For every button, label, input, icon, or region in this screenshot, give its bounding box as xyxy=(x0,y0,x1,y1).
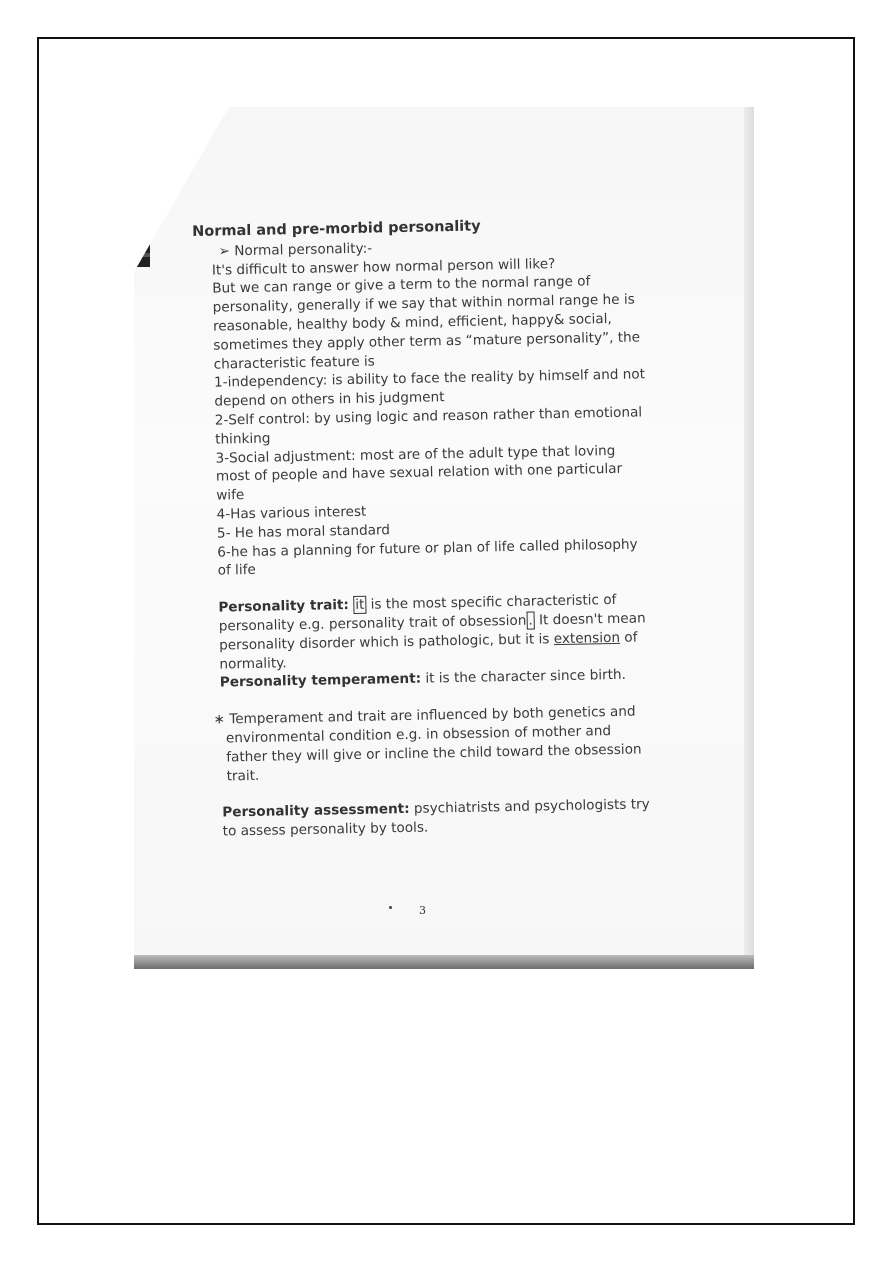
arrow-bullet-icon: ➢ xyxy=(218,242,235,260)
list-item: 4-Has various interest xyxy=(216,503,367,523)
assessment-label: Personality assessment: xyxy=(222,801,410,821)
underlined-word: extension xyxy=(553,629,621,647)
scan-speck xyxy=(389,906,392,909)
subheading: ➢ Normal personality:- xyxy=(218,240,373,260)
boxed-mark: . xyxy=(526,611,535,629)
page-number: 3 xyxy=(419,904,426,917)
trait-label: Personality trait: xyxy=(218,597,350,616)
temperament-paragraph: Personality temperament: it is the character since birth. xyxy=(219,667,627,691)
scan-right-edge xyxy=(744,107,754,969)
asterisk-bullet-icon: ∗ xyxy=(213,711,226,728)
trait-paragraph: Personality trait: it is the most specific characteristic of personality e.g. personality trait of obsession . It doesn't mean personality disorder which is pathologic, but it is extension of normality. xyxy=(218,592,646,673)
assessment-paragraph: Personality assessment: psychiatrists and psychologists try to assess personality by tools. xyxy=(222,796,650,840)
intro-line-1: It's difficult to answer how normal person will like? xyxy=(211,255,556,279)
page-text xyxy=(192,214,654,841)
list-item: 1-independency: is ability to face the reality by himself and not depend on others in his judgment xyxy=(213,366,646,410)
document-title: Normal and pre-morbid personality xyxy=(192,218,481,240)
scan-bottom-shadow xyxy=(134,955,754,969)
list-item: 5- He has moral standard xyxy=(216,522,391,542)
note-paragraph: ∗ Temperament and trait are influenced by both genetics and environmental condition e.g. in obsession of mother and father they will give or incline the child toward the obsession trait. xyxy=(213,703,642,784)
scanned-page xyxy=(134,107,754,969)
boxed-word: it xyxy=(353,596,366,614)
list-item: 2-Self control: by using logic and reason rather than emotional thinking xyxy=(214,404,643,448)
temperament-label: Personality temperament: xyxy=(219,671,422,691)
list-item: 3-Social adjustment: most are of the adult type that loving most of people and have sexual relation with one particular wife xyxy=(215,442,623,504)
intro-paragraph: But we can range or give a term to the normal range of personality, generally if we say that within normal range he is reasonable, healthy body & mind, efficient, happy& social, sometimes they apply other term as “mature personality”, the characteristic feature is xyxy=(212,273,641,373)
list-item: 6-he has a planning for future or plan of life called philosophy of life xyxy=(217,536,638,579)
